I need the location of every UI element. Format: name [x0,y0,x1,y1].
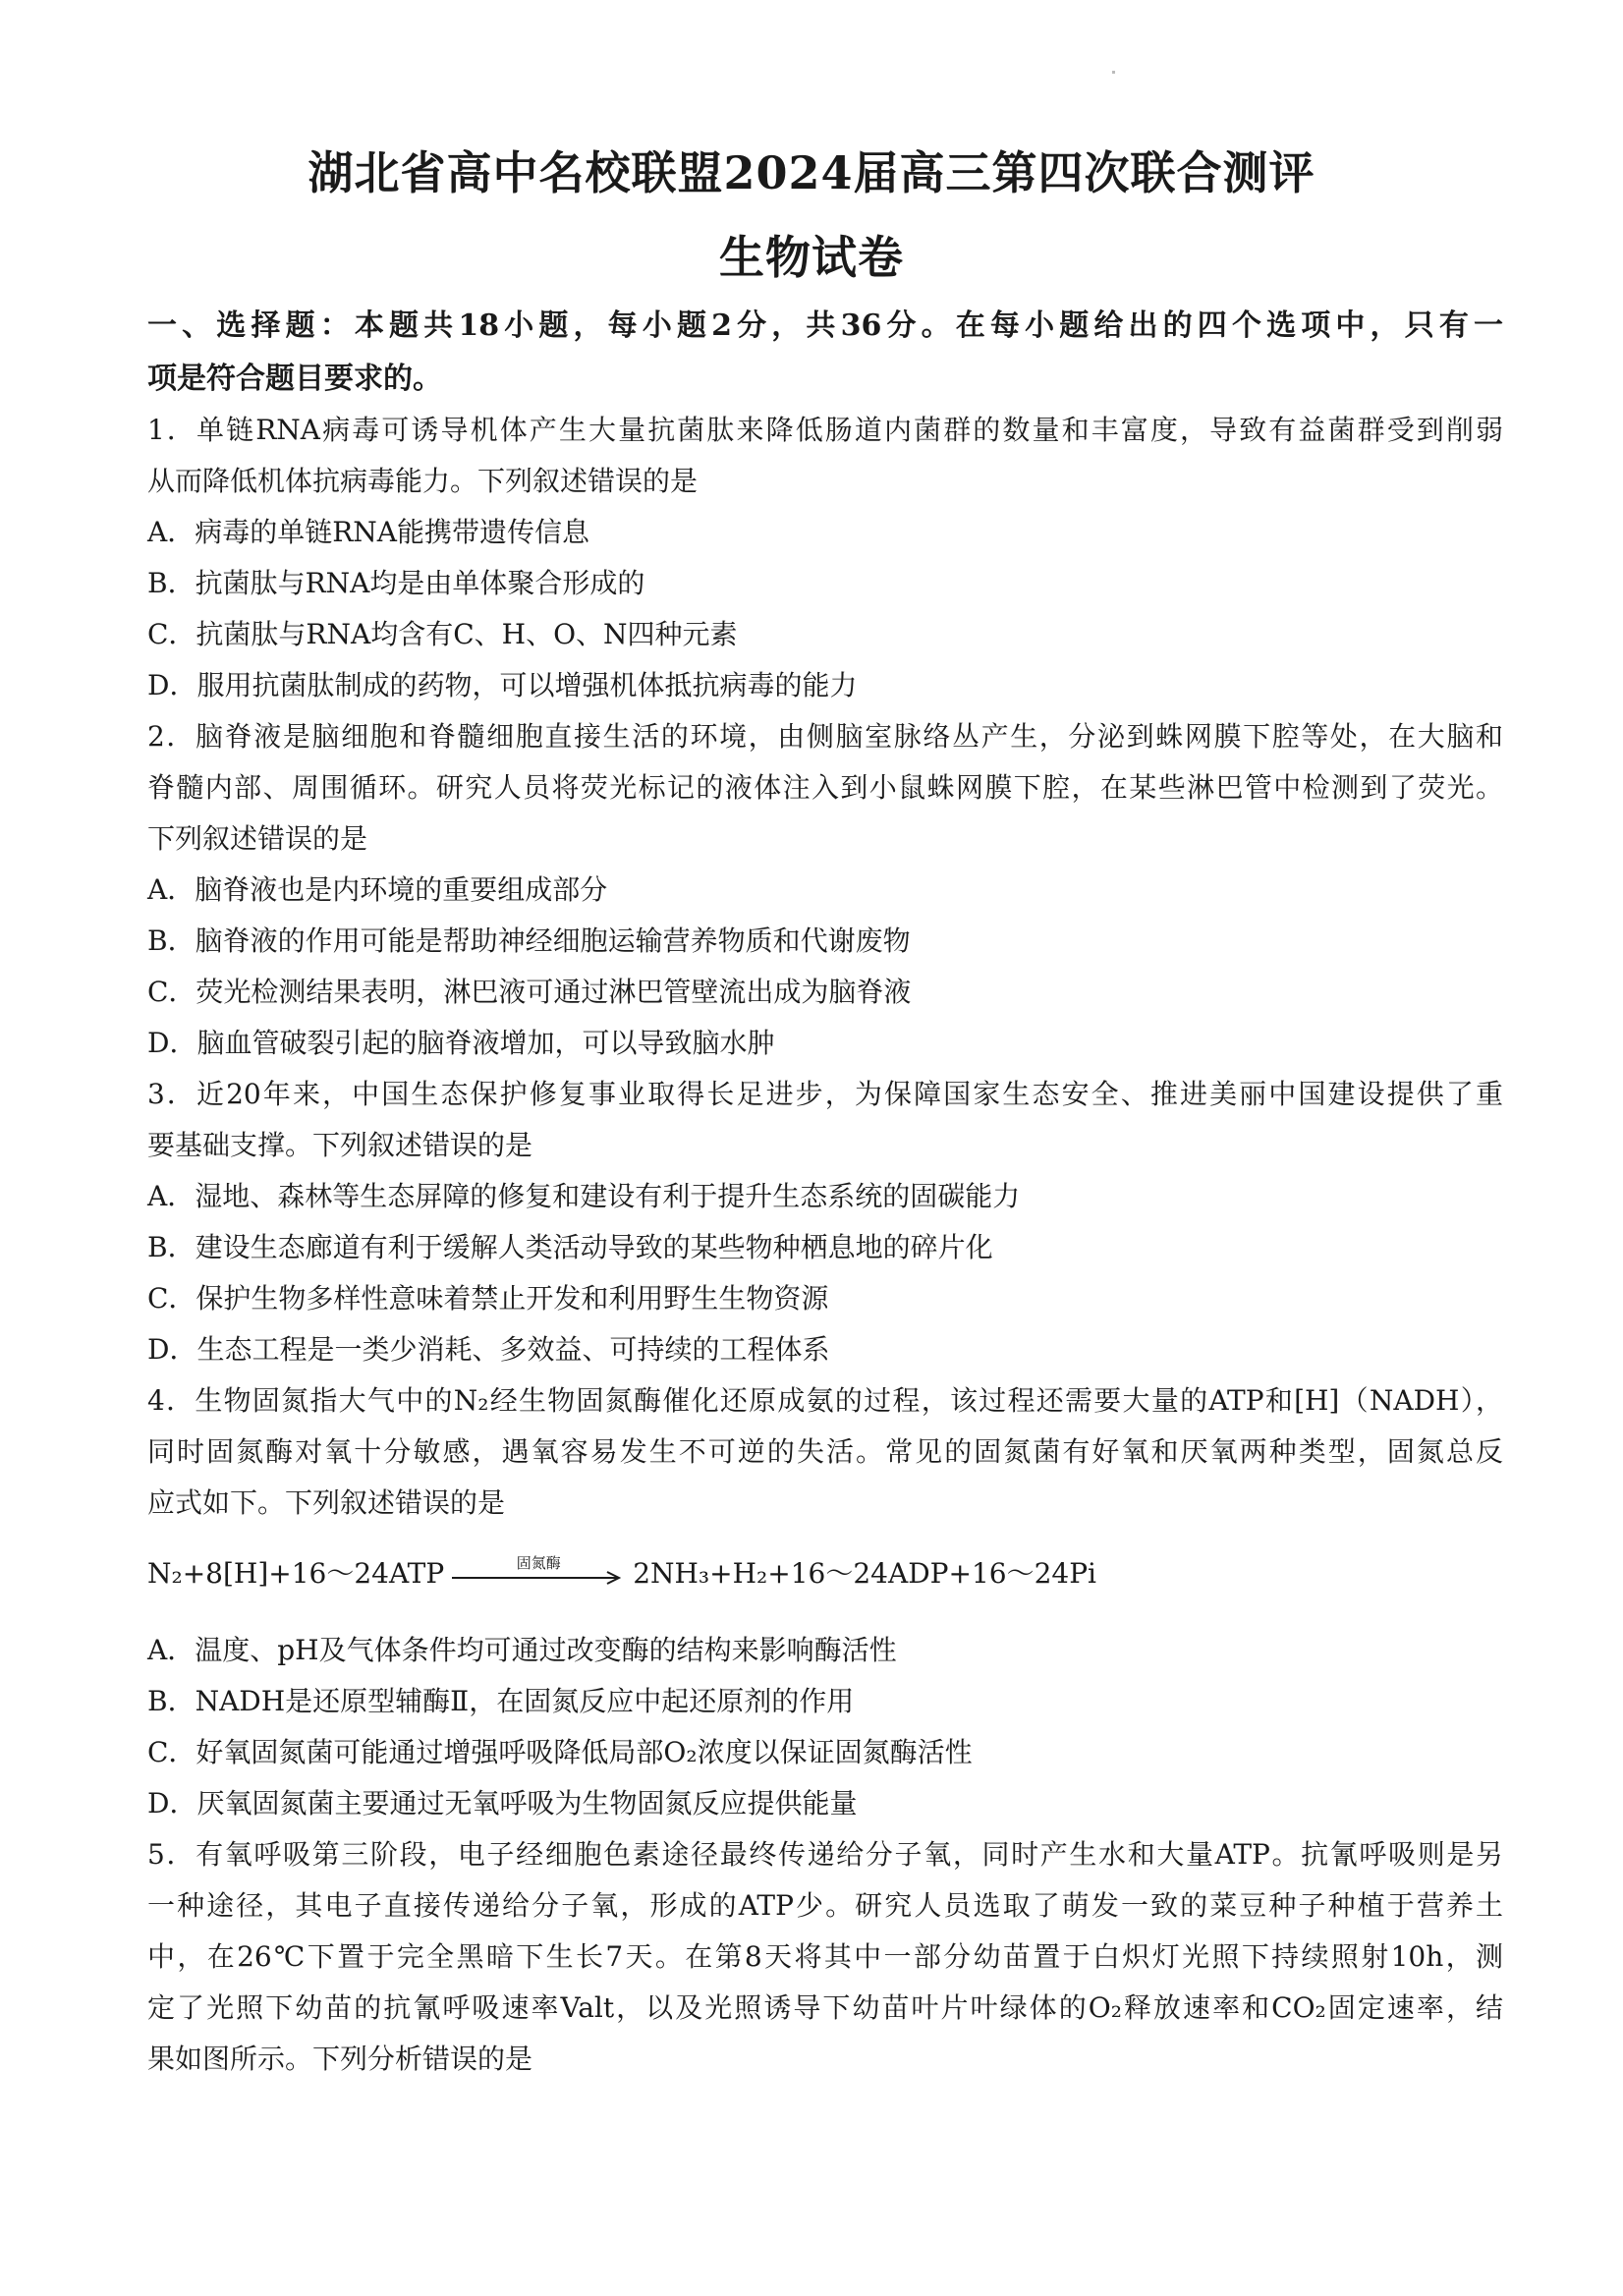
q3-option-a: A．湿地、森林等生态屏障的修复和建设有利于提升生态系统的固碳能力 [147,1180,1021,1212]
q4-stem-line-1: 4．生物固氮指大气中的N₂经生物固氮酶催化还原成氨的过程，该过程还需要大量的ATP和[H]（NADH）， [147,1384,1503,1417]
q3-option-c: C．保护生物多样性意味着禁止开发和利用野生生物资源 [147,1282,829,1315]
q2-option-d: D．脑血管破裂引起的脑脊液增加，可以导致脑水肿 [147,1027,775,1059]
q1-stem-line-1: 1．单链RNA病毒可诱导机体产生大量抗菌肽来降低肠道内菌群的数量和丰富度，导致有益菌群受到削弱 [147,414,1503,446]
q1-option-c: C．抗菌肽与RNA均含有C、H、O、N四种元素 [147,618,738,650]
q4-stem-line-3: 应式如下。下列叙述错误的是 [147,1486,506,1519]
q3-stem-line-2: 要基础支撑。下列叙述错误的是 [147,1129,533,1161]
q2-stem-line-2: 脊髓内部、周围循环。研究人员将荧光标记的液体注入到小鼠蛛网膜下腔，在某些淋巴管中检测到了荧光。 [147,771,1503,804]
equation-products: 2NH₃+H₂+16～24ADP+16～24Pi [633,1557,1097,1590]
q1-option-d: D．服用抗菌肽制成的药物，可以增强机体抵抗病毒的能力 [147,669,858,701]
q4-option-d: D．厌氧固氮菌主要通过无氧呼吸为生物固氮反应提供能量 [147,1787,858,1820]
q2-option-a: A．脑脊液也是内环境的重要组成部分 [147,873,608,906]
q2-option-b: B．脑脊液的作用可能是帮助神经细胞运输营养物质和代谢废物 [147,924,911,957]
section-instruction-line-1: 一、选择题：本题共18小题，每小题2分，共36分。在每小题给出的四个选项中，只有一 [147,308,1503,343]
q3-stem-line-1: 3．近20年来，中国生态保护修复事业取得长足进步，为保障国家生态安全、推进美丽中国建设提供了重 [147,1078,1503,1110]
q5-stem-line-4: 定了光照下幼苗的抗氰呼吸速率Valt，以及光照诱导下幼苗叶片叶绿体的O₂释放速率和CO₂固定速率，结 [147,1991,1503,2024]
q3-option-d: D．生态工程是一类少消耗、多效益、可持续的工程体系 [147,1333,830,1366]
q4-option-b: B．NADH是还原型辅酶Ⅱ，在固氮反应中起还原剂的作用 [147,1685,855,1717]
section-instruction-line-2: 项是符合题目要求的。 [147,362,442,396]
q4-stem-line-2: 同时固氮酶对氧十分敏感，遇氧容易发生不可逆的失活。常见的固氮菌有好氧和厌氧两种类型，固氮总反 [147,1435,1503,1468]
q5-stem-line-5: 果如图所示。下列分析错误的是 [147,2043,533,2075]
q1-option-b: B．抗菌肽与RNA均是由单体聚合形成的 [147,567,645,599]
exam-title: 湖北省高中名校联盟2024届高三第四次联合测评 [308,146,1315,199]
q4-reaction-equation [147,1552,1096,1592]
scan-speck [1112,71,1115,74]
exam-subtitle: 生物试卷 [719,231,904,284]
q5-stem-line-2: 一种途径，其电子直接传递给分子氧，形成的ATP少。研究人员选取了萌发一致的菜豆种子种植于营养土 [147,1889,1503,1922]
q2-option-c: C．荧光检测结果表明，淋巴液可通过淋巴管壁流出成为脑脊液 [147,976,912,1008]
q4-option-a: A．温度、pH及气体条件均可通过改变酶的结构来影响酶活性 [147,1634,897,1666]
q2-stem-line-3: 下列叙述错误的是 [147,822,368,855]
q1-stem-line-2: 从而降低机体抗病毒能力。下列叙述错误的是 [147,465,699,497]
enzyme-label: 固氮酶 [516,1554,561,1572]
q2-stem-line-1: 2．脑脊液是脑细胞和脊髓细胞直接生活的环境，由侧脑室脉络丛产生，分泌到蛛网膜下腔等处，在大脑和 [147,720,1503,753]
q5-stem-line-3: 中，在26℃下置于完全黑暗下生长7天。在第8天将其中一部分幼苗置于白炽灯光照下持续照射10h，测 [147,1940,1503,1973]
right-arrow-icon [452,1570,625,1586]
equation-reactants: N₂+8[H]+16～24ATP [147,1557,445,1590]
q4-option-c: C．好氧固氮菌可能通过增强呼吸降低局部O₂浓度以保证固氮酶活性 [147,1736,973,1768]
q5-stem-line-1: 5．有氧呼吸第三阶段，电子经细胞色素途径最终传递给分子氧，同时产生水和大量ATP。抗氰呼吸则是另 [147,1838,1503,1871]
q3-option-b: B．建设生态廊道有利于缓解人类活动导致的某些物种栖息地的碎片化 [147,1231,993,1263]
q1-option-a: A．病毒的单链RNA能携带遗传信息 [147,516,590,548]
reaction-arrow [452,1554,625,1592]
